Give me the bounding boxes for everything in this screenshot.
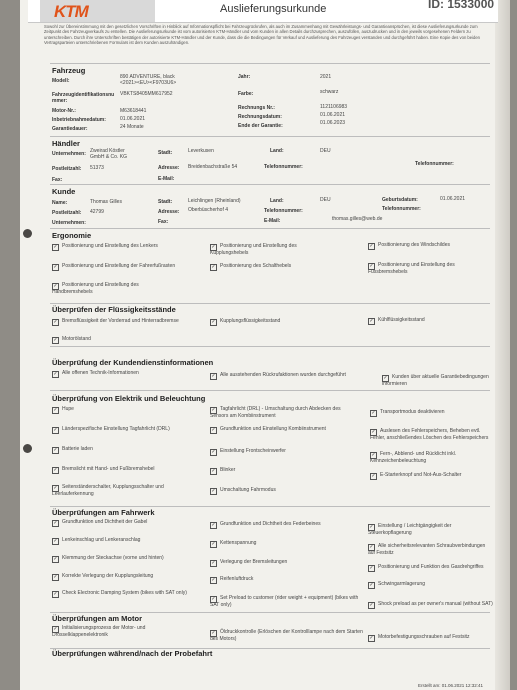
label-kunde-unternehmen: Unternehmen: bbox=[52, 220, 86, 226]
section-title-haendler: Händler bbox=[52, 139, 80, 148]
check-item[interactable]: ✓ Bremslicht mit Hand- und Fußbremshebel bbox=[53, 466, 155, 473]
checkbox-checked[interactable]: ✓ bbox=[211, 521, 216, 528]
check-item[interactable]: ✓ Motorölstand bbox=[53, 336, 91, 343]
checkbox-checked[interactable]: ✓ bbox=[53, 370, 58, 377]
value-kunde-email: thomas.gilles@web.de bbox=[332, 216, 383, 222]
label-unternehmen: Unternehmen: bbox=[52, 151, 86, 157]
check-item[interactable]: ✓ Schwingarmlagerung bbox=[369, 581, 425, 588]
label-name: Name: bbox=[52, 200, 68, 206]
check-item[interactable]: ✓ Check Electronic Damping System (bikes with SAT only) bbox=[53, 590, 187, 597]
value-garantie: 24 Monate bbox=[120, 124, 144, 130]
document-title: Auslieferungsurkunde bbox=[220, 3, 327, 15]
checkbox-checked[interactable]: ✓ bbox=[53, 263, 58, 270]
check-item[interactable]: ✓ Grundfunktion und Dichtheit der Gabel bbox=[53, 519, 148, 526]
label-kunde-email: E-Mail: bbox=[264, 218, 281, 224]
section-title-ergonomie: Ergonomie bbox=[52, 231, 92, 240]
value-kunde-land: DEU bbox=[320, 197, 331, 203]
check-item[interactable]: ✓ Grundfunktion und Dichtheit des Federbeines bbox=[211, 521, 321, 528]
divider bbox=[50, 228, 490, 229]
check-item[interactable]: ✓ Fern-, Abblend- und Rücklicht inkl. Kennzeichenbeleuchtung bbox=[370, 451, 457, 464]
check-item[interactable]: ✓ Hupe bbox=[53, 406, 74, 413]
checkbox-checked[interactable]: ✓ bbox=[211, 629, 216, 636]
label-plz: Postleitzahl: bbox=[52, 166, 82, 172]
checkbox-checked[interactable]: ✓ bbox=[369, 317, 374, 324]
label-kunde-telefon: Telefonnummer: bbox=[264, 208, 303, 214]
checkbox-checked[interactable]: ✓ bbox=[211, 487, 216, 494]
value-name: Thomas Gilles bbox=[90, 199, 122, 205]
check-item[interactable]: ✓ Positionierung und Einstellung des Kupplungshebels bbox=[210, 243, 297, 256]
label-kunde-fax: Fax: bbox=[158, 219, 169, 225]
check-item[interactable]: ✓ Positionierung und Funktion des Gasdrehgriffes bbox=[369, 564, 484, 571]
checkbox-checked[interactable]: ✓ bbox=[211, 372, 216, 379]
label-jahr: Jahr: bbox=[238, 74, 251, 80]
checkbox-checked[interactable]: ✓ bbox=[211, 576, 216, 583]
intro-paragraph: Sowohl zur Übereinstimmung mit den gesetzlichen Vorschriften in Hinblick auf Informationspflicht bei Fahrzeugrückrufen, als auch im Zusammenhang mit Gewährleistungs- und Garantieansprüchen, ist diese Auslieferungsurkunde zum Zeitpunkt des Fahrzeugverkaufs zu erstellen. Die Auslieferungsurkunde ist vom autorisierten KTM-Händler und vom Kunden in allen Details durchzusprechen, auszufüllen, auszudrucken und in den jeweils vorgesehenen Feldern zu unterschreiben. Durch ihre Unterschriften bestätigen der autorisierte KTM-Händler und der Kunde, dass die die Bedingungen für Verkauf und Auslieferung des Fahrzeuges verstanden und durchgeführt haben. Eine Kopie des von beiden Vertragsparteien unterschriebenen Formulars ist dem Kunden auszuhändigen. bbox=[44, 24, 481, 46]
label-adresse: Adresse: bbox=[158, 165, 180, 171]
label-kunde-telefon-2: Telefonnummer: bbox=[382, 206, 421, 212]
label-fax: Fax: bbox=[52, 177, 63, 183]
value-inbetrieb: 01.06.2021 bbox=[120, 116, 146, 122]
check-item[interactable]: ✓ Klemmung der Steckachse (vorne und hinten) bbox=[53, 555, 164, 562]
section-title-elektrik: Überprüfung von Elektrik und Beleuchtung bbox=[52, 394, 206, 403]
check-item[interactable]: ✓ Kühlflüssigkeitsstand bbox=[369, 317, 425, 324]
divider bbox=[50, 303, 490, 304]
value-modell-2: <2021><EU><F9703U6> bbox=[120, 80, 177, 86]
check-item[interactable]: ✓ Kupplungsflüssigkeitsstand bbox=[211, 318, 281, 325]
check-item[interactable]: ✓ Öldruckkontrolle (Erlöschen der Kontrolllampe nach dem Starten des Motors) bbox=[210, 629, 363, 642]
value-kunde-adresse: Oberbüscherhof 4 bbox=[188, 207, 229, 213]
checkbox-checked[interactable]: ✓ bbox=[211, 243, 216, 250]
value-stadt: Leverkusen bbox=[188, 148, 214, 154]
check-item[interactable]: ✓ Positionierung des Schalthebels bbox=[211, 263, 292, 270]
check-item[interactable]: ✓ Korrekte Verlegung der Kupplungsleitung bbox=[53, 573, 154, 580]
checkbox-checked[interactable]: ✓ bbox=[53, 590, 58, 597]
footer-created: Erstellt am: 01.06.2021 12:32:41 bbox=[418, 683, 484, 688]
check-item[interactable]: ✓ Lenkeinschlag und Lenkeranschlag bbox=[53, 537, 141, 544]
checkbox-checked[interactable]: ✓ bbox=[53, 318, 58, 325]
label-rechnung: Rechnungs Nr.: bbox=[238, 105, 275, 111]
value-modell-1: 890 ADVENTURE, black bbox=[120, 74, 175, 80]
divider bbox=[50, 63, 490, 64]
label-email: E-Mail: bbox=[158, 176, 175, 182]
check-item[interactable]: ✓ Transportmodus deaktivieren bbox=[371, 409, 445, 416]
checkbox-checked[interactable]: ✓ bbox=[53, 519, 58, 526]
checkbox-checked[interactable]: ✓ bbox=[383, 374, 388, 381]
check-item[interactable]: ✓ Initialisierungsprozess der Motor- und Drosselklappenelektronik bbox=[52, 625, 146, 638]
checkbox-checked[interactable]: ✓ bbox=[369, 634, 374, 641]
section-title-fahrwerk: Überprüfungen am Fahrwerk bbox=[52, 508, 155, 517]
check-item[interactable]: ✓ Auslesen des Fehlerspeichers, Beheben evtl. Fehler, anschließendes Löschen des Fehlerspeichers bbox=[370, 428, 489, 441]
section-title-kunde: Kunde bbox=[52, 187, 76, 196]
check-item[interactable]: ✓ Reifenluftdruck bbox=[211, 576, 254, 583]
value-motor: M63618441 bbox=[120, 108, 147, 114]
checkbox-checked[interactable]: ✓ bbox=[211, 448, 216, 455]
punch-hole bbox=[23, 444, 32, 453]
punch-hole bbox=[23, 229, 32, 238]
check-item[interactable]: ✓ Bremsflüssigkeit der Vorderrad und Hinterradbremse bbox=[53, 318, 179, 325]
checkbox-checked[interactable]: ✓ bbox=[53, 243, 58, 250]
value-unternehmen-1: Zweirad Köstler bbox=[90, 148, 125, 154]
check-item[interactable]: ✓ Motorbefestigungsschrauben auf Festsitz bbox=[369, 634, 470, 641]
check-item[interactable]: ✓ Positionierung und Einstellung des Lenkers bbox=[53, 243, 158, 250]
check-item[interactable]: ✓ Umschaltung Fahrmodus bbox=[211, 487, 276, 494]
checkbox-checked[interactable]: ✓ bbox=[53, 625, 58, 632]
checkbox-checked[interactable]: ✓ bbox=[53, 555, 58, 562]
label-kunde-adresse: Adresse: bbox=[158, 209, 180, 215]
label-land: Land: bbox=[270, 148, 284, 154]
divider bbox=[50, 390, 490, 391]
checkbox-checked[interactable]: ✓ bbox=[211, 559, 216, 566]
label-garantie: Garantiedauer: bbox=[52, 126, 88, 132]
check-item[interactable]: ✓ Alle sicherheitsrelevanten Schraubverbindungen auf Festsitz bbox=[368, 543, 486, 556]
value-geburt: 01.06.2021 bbox=[440, 196, 466, 202]
value-jahr: 2021 bbox=[320, 74, 332, 80]
document-page bbox=[20, 0, 510, 690]
page-fold-shadow bbox=[495, 0, 510, 690]
checkbox-checked[interactable]: ✓ bbox=[369, 262, 374, 269]
check-item[interactable]: ✓ Seitenständerschalter, Kupplungsschalter und Leerlauferkennung bbox=[52, 484, 164, 497]
ktm-logo: KTM bbox=[54, 2, 88, 21]
check-item[interactable]: ✓ Alle ausstehenden Rückrufaktionen wurden durchgeführt bbox=[211, 372, 346, 379]
check-item[interactable]: ✓ Positionierung des Windschildes bbox=[369, 242, 450, 249]
checkbox-checked[interactable]: ✓ bbox=[53, 446, 58, 453]
check-item[interactable]: ✓ Batterie laden bbox=[53, 446, 93, 453]
checkbox-checked[interactable]: ✓ bbox=[53, 466, 58, 473]
divider bbox=[50, 612, 490, 613]
divider bbox=[50, 184, 490, 185]
check-item[interactable]: ✓ Einstellung Frontscheinwerfer bbox=[211, 448, 286, 455]
check-item[interactable]: ✓ Tagfahrlicht (DRL) - Umschaltung durch Abdecken des Sensors am Kombiinstrument bbox=[210, 406, 341, 419]
label-ende: Ende der Garantie: bbox=[238, 123, 283, 129]
checkbox-checked[interactable]: ✓ bbox=[211, 426, 216, 433]
checkbox-checked[interactable]: ✓ bbox=[211, 595, 216, 602]
checkbox-checked[interactable]: ✓ bbox=[369, 601, 374, 608]
value-ende: 01.06.2023 bbox=[320, 120, 346, 126]
label-geburt: Geburtsdatum: bbox=[382, 197, 418, 203]
check-item[interactable]: ✓ Positionierung und Einstellung des Fussbremshebels bbox=[368, 262, 455, 275]
checkbox-checked[interactable]: ✓ bbox=[53, 426, 58, 433]
value-kunde-plz: 42799 bbox=[90, 209, 104, 215]
checkbox-checked[interactable]: ✓ bbox=[211, 467, 216, 474]
checkbox-checked[interactable]: ✓ bbox=[53, 484, 58, 491]
check-item[interactable]: ✓ Kunden über aktuelle Garantiebedingungen informieren bbox=[382, 374, 489, 387]
divider bbox=[50, 506, 490, 507]
checkbox-checked[interactable]: ✓ bbox=[211, 318, 216, 325]
check-item[interactable]: ✓ Alle offenen Technik-Informationen bbox=[53, 370, 139, 377]
check-item[interactable]: ✓ Kettenspannung bbox=[211, 540, 257, 547]
checkbox-checked[interactable]: ✓ bbox=[53, 282, 58, 289]
checkbox-checked[interactable]: ✓ bbox=[369, 242, 374, 249]
check-item[interactable]: ✓ Verlegung der Bremsleitungen bbox=[211, 559, 288, 566]
label-telefon: Telefonnummer: bbox=[264, 164, 303, 170]
checkbox-checked[interactable]: ✓ bbox=[371, 409, 376, 416]
value-rechnung: 1121106983 bbox=[320, 104, 348, 110]
value-kunde-stadt: Leichlingen (Rheinland) bbox=[188, 198, 241, 204]
check-item[interactable]: ✓ Set Preload to customer (rider weight + equipment) (bikes with SAT only) bbox=[210, 595, 359, 608]
checkbox-checked[interactable]: ✓ bbox=[371, 472, 376, 479]
check-item[interactable]: ✓ Blinker bbox=[211, 467, 236, 474]
label-kunde-land: Land: bbox=[270, 198, 284, 204]
value-farbe: schwarz bbox=[320, 89, 339, 95]
checkbox-checked[interactable]: ✓ bbox=[53, 537, 58, 544]
label-fin-2: mmer: bbox=[52, 98, 68, 104]
check-item[interactable]: ✓ Positionierung und Einstellung der Fahrerfußrasten bbox=[53, 263, 176, 270]
checkbox-checked[interactable]: ✓ bbox=[371, 428, 376, 435]
label-farbe: Farbe: bbox=[238, 91, 254, 97]
checkbox-checked[interactable]: ✓ bbox=[369, 523, 374, 530]
checkbox-checked[interactable]: ✓ bbox=[53, 406, 58, 413]
value-land: DEU bbox=[320, 148, 331, 154]
section-title-fluessig: Überprüfen der Flüssigkeitsstände bbox=[52, 305, 176, 314]
label-motor: Motor-Nr.: bbox=[52, 108, 76, 114]
checkbox-checked[interactable]: ✓ bbox=[369, 564, 374, 571]
checkbox-checked[interactable]: ✓ bbox=[211, 540, 216, 547]
divider bbox=[50, 346, 490, 347]
divider bbox=[50, 136, 490, 137]
label-telefon-2: Telefonnummer: bbox=[415, 161, 454, 167]
checkbox-checked[interactable]: ✓ bbox=[369, 543, 374, 550]
value-adresse: Breidenbachstraße 54 bbox=[188, 164, 238, 170]
check-item[interactable]: ✓ Einstellung / Leichtgängigkeit der Steuerkopflagerung bbox=[368, 523, 452, 536]
check-item[interactable]: ✓ Grundfunktion und Einstellung Kombiinstrument bbox=[211, 426, 326, 433]
section-title-probefahrt: Überprüfungen während/nach der Probefahrt bbox=[52, 649, 213, 658]
label-kunde-stadt: Stadt: bbox=[158, 199, 173, 205]
check-item[interactable]: ✓ Shock preload as per owner's manual (without SAT) bbox=[369, 601, 493, 608]
value-fin: VBKTS8405MM617952 bbox=[120, 91, 173, 97]
value-rechnungsdatum: 01.06.2021 bbox=[320, 112, 346, 118]
check-item[interactable]: ✓ Positionierung und Einstellung des Handbremshebels bbox=[52, 282, 139, 295]
section-title-fahrzeug: Fahrzeug bbox=[52, 66, 86, 75]
checkbox-checked[interactable]: ✓ bbox=[211, 406, 216, 413]
check-item[interactable]: ✓ E-Starterknopf und Not-Aus-Schalter bbox=[371, 472, 462, 479]
document-id: ID: 1533000 bbox=[428, 0, 495, 11]
value-unternehmen-2: GmbH & Co. KG bbox=[90, 154, 127, 160]
label-inbetrieb: Inbetriebnahmedatum: bbox=[52, 117, 106, 123]
value-plz: 51373 bbox=[90, 165, 104, 171]
label-stadt: Stadt: bbox=[158, 150, 173, 156]
checkbox-checked[interactable]: ✓ bbox=[53, 336, 58, 343]
checkbox-checked[interactable]: ✓ bbox=[369, 581, 374, 588]
check-item[interactable]: ✓ Länderspezifische Einstellung Tagfahrlicht (DRL) bbox=[53, 426, 170, 433]
label-modell: Modell: bbox=[52, 78, 70, 84]
checkbox-checked[interactable]: ✓ bbox=[211, 263, 216, 270]
section-title-motor: Überprüfungen am Motor bbox=[52, 614, 142, 623]
checkbox-checked[interactable]: ✓ bbox=[53, 573, 58, 580]
label-fin-1: Fahrzeugidentifikationsnu bbox=[52, 92, 115, 98]
label-rechnungsdatum: Rechnungsdatum: bbox=[238, 114, 282, 120]
section-title-kundendienst: Überprüfung der Kundendienstinformationen bbox=[52, 358, 214, 367]
label-kunde-plz: Postleitzahl: bbox=[52, 210, 82, 216]
checkbox-checked[interactable]: ✓ bbox=[371, 451, 376, 458]
